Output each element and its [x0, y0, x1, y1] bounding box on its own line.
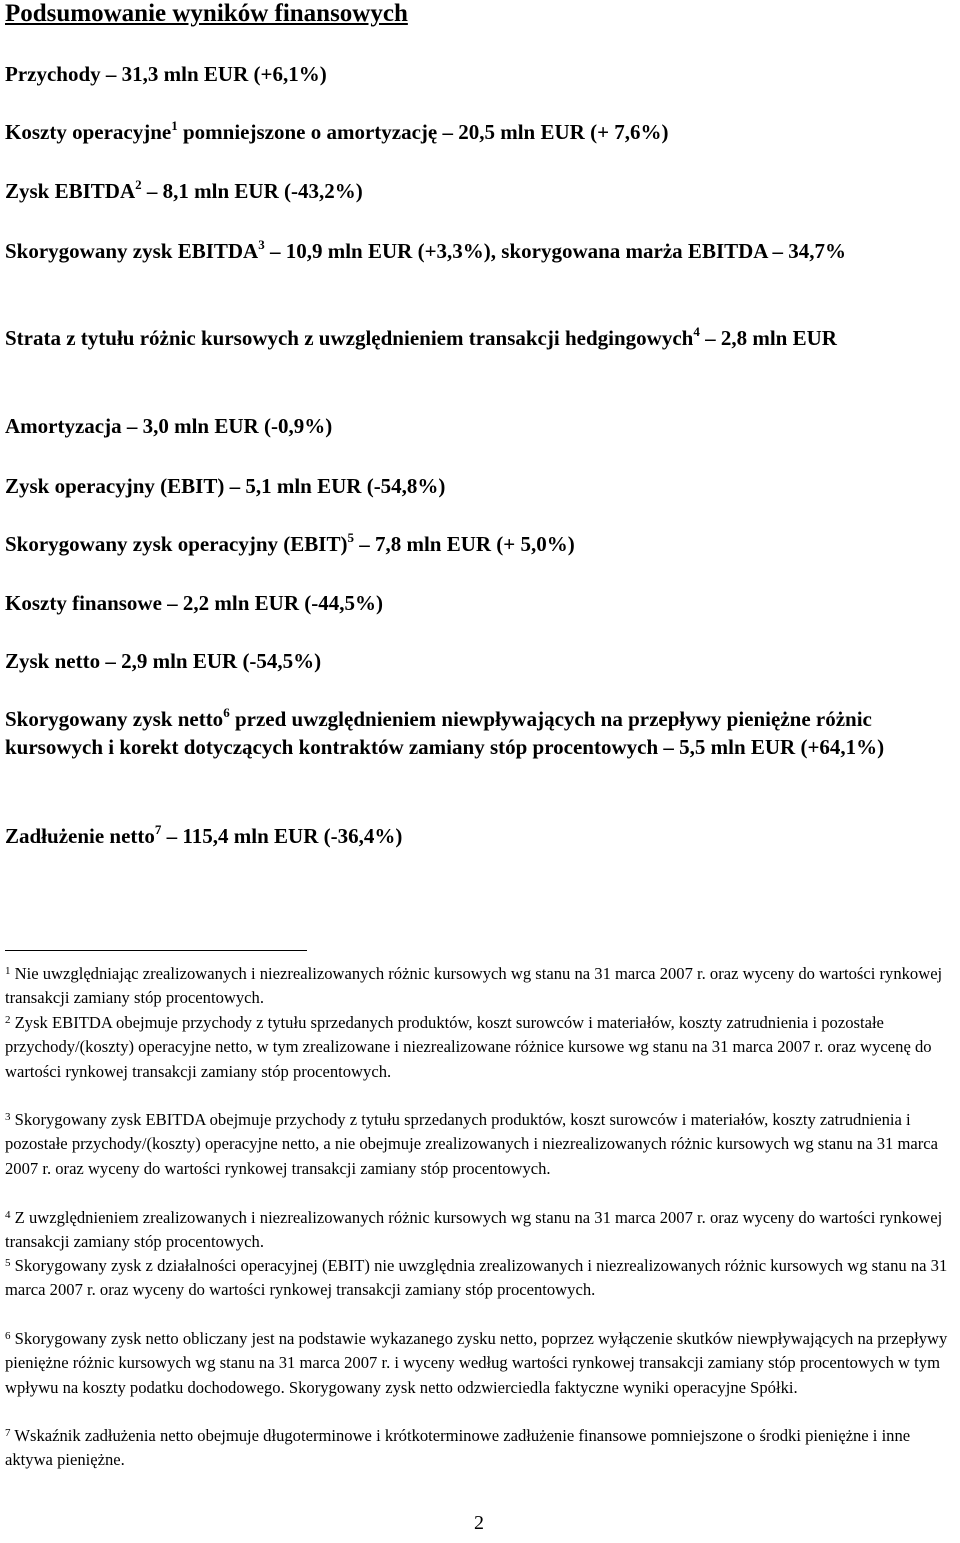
footnote-1 — [5, 962, 957, 1011]
footnote-text: Nie uwzględniając zrealizowanych i niezrealizowanych różnic kursowych wg stanu na 31 marca 2007 r. oraz wyceny do wartości rynkowej transakcji zamiany stóp procentowych. — [5, 964, 943, 1008]
adjusted-ebit-line — [5, 530, 953, 558]
footnote-6 — [5, 1327, 957, 1400]
item-value: – 8,1 mln EUR (-43,2%) — [141, 179, 363, 203]
footnote-number: 1 — [5, 965, 11, 977]
depreciation-line: Amortyzacja – 3,0 mln EUR (-0,9%) — [5, 414, 333, 438]
footnote-text: Wskaźnik zadłużenia netto obejmuje długoterminowe i krótkoterminowe zadłużenie finansowe pomniejszone o środki pieniężne i inne aktywa pieniężne. — [5, 1426, 911, 1470]
footnote-number: 6 — [5, 1330, 11, 1342]
item-label: Skorygowany zysk netto — [5, 707, 224, 731]
footnote-ref: 7 — [154, 822, 162, 837]
footnote-4 — [5, 1206, 957, 1255]
footnote-ref: 4 — [693, 324, 700, 339]
item-value: – 115,4 mln EUR (-36,4%) — [161, 824, 403, 848]
footnote-7 — [5, 1424, 957, 1473]
ebit-line: Zysk operacyjny (EBIT) – 5,1 mln EUR (-54,8%) — [5, 474, 446, 498]
footnote-separator — [5, 950, 307, 951]
item-value: – 2,8 mln EUR — [699, 326, 837, 350]
footnote-text: Skorygowany zysk netto obliczany jest na podstawie wykazanego zysku netto, poprzez wyłączenie skutków niewpływających na przepływy pieniężne różnic kursowych wg stanu na 31 marca 2007 r. i wyceny według wartości rynkowej transakcji zamiany stóp procentowych w tym wpływu na koszty podatku dochodowego. Skorygowany zysk netto odzwierciedla faktyczne wyniki operacyjne Spółki. — [5, 1329, 948, 1397]
footnote-number: 7 — [5, 1427, 11, 1439]
revenue-line: Przychody – 31,3 mln EUR (+6,1%) — [5, 62, 327, 86]
adjusted-net-profit-line — [5, 705, 953, 761]
finance-costs-line: Koszty finansowe – 2,2 mln EUR (-44,5%) — [5, 591, 383, 615]
footnote-text: Skorygowany zysk EBITDA obejmuje przychody z tytułu sprzedanych produktów, koszt surowców i materiałów, koszty zatrudnienia i pozostałe przychody/(koszty) operacyjne netto, a nie obejmuje zrealizowanych i niezrealizowanych różnic kursowych wg stanu na 31 marca 2007 r. oraz wyceny do wartości rynkowej transakcji zamiany stóp procentowych. — [5, 1110, 939, 1178]
footnote-number: 4 — [5, 1209, 11, 1221]
item-value: przed uwzględnieniem niewpływających na przepływy pieniężne różnic kursowych i korekt dotyczących kontraktów zamiany stóp procentowych – 5,5 mln EUR (+64,1%) — [5, 707, 885, 759]
footnote-2 — [5, 1011, 957, 1084]
operating-costs-line — [5, 118, 953, 146]
fx-loss-line — [5, 324, 953, 352]
item-label: Skorygowany zysk EBITDA — [5, 239, 259, 263]
page-number: 2 — [474, 1512, 484, 1534]
footnote-number: 3 — [5, 1111, 11, 1123]
footnote-5 — [5, 1254, 957, 1303]
item-label: Skorygowany zysk operacyjny (EBIT) — [5, 532, 348, 556]
item-value: – 10,9 mln EUR (+3,3%), skorygowana marża EBITDA – 34,7% — [264, 239, 847, 263]
footnote-ref: 3 — [258, 237, 265, 252]
item-label: Koszty operacyjne — [5, 120, 172, 144]
footnote-text: Zysk EBITDA obejmuje przychody z tytułu sprzedanych produktów, koszt surowców i materiałów, koszty zatrudnienia i pozostałe przychody/(koszty) operacyjne netto, w tym zrealizowane i niezrealizowane różnice kursowe wg stanu na 31 marca 2007 r. oraz wycenę do wartości rynkowej transakcji zamiany stóp procentowych. — [5, 1013, 932, 1081]
net-profit-line: Zysk netto – 2,9 mln EUR (-54,5%) — [5, 649, 322, 673]
footnote-ref: 6 — [223, 705, 230, 720]
item-value: – 7,8 mln EUR (+ 5,0%) — [353, 532, 575, 556]
footnote-number: 5 — [5, 1257, 11, 1269]
item-label: Zadłużenie netto — [5, 824, 155, 848]
footnote-3 — [5, 1108, 957, 1181]
footnote-ref: 5 — [347, 530, 354, 545]
net-debt-line — [5, 822, 953, 850]
page-title: Podsumowanie wyników finansowych — [5, 0, 408, 27]
adjusted-ebitda-line — [5, 237, 953, 265]
footnote-number: 2 — [5, 1014, 11, 1026]
item-label: Zysk EBITDA — [5, 179, 136, 203]
footnote-text: Z uwzględnieniem zrealizowanych i niezrealizowanych różnic kursowych wg stanu na 31 marca 2007 r. oraz wyceny do wartości rynkowej transakcji zamiany stóp procentowych. — [5, 1208, 943, 1252]
ebitda-line — [5, 177, 953, 205]
footnote-text: Skorygowany zysk z działalności operacyjnej (EBIT) nie uwzględnia zrealizowanych i niezrealizowanych różnic kursowych wg stanu na 31 marca 2007 r. oraz wyceny do wartości rynkowej transakcji zamiany stóp procentowych. — [5, 1256, 948, 1300]
footnote-ref: 2 — [135, 177, 142, 192]
item-value: pomniejszone o amortyzację – 20,5 mln EUR (+ 7,6%) — [177, 120, 669, 144]
item-label: Strata z tytułu różnic kursowych z uwzględnieniem transakcji hedgingowych — [5, 326, 694, 350]
footnote-ref: 1 — [171, 118, 178, 133]
